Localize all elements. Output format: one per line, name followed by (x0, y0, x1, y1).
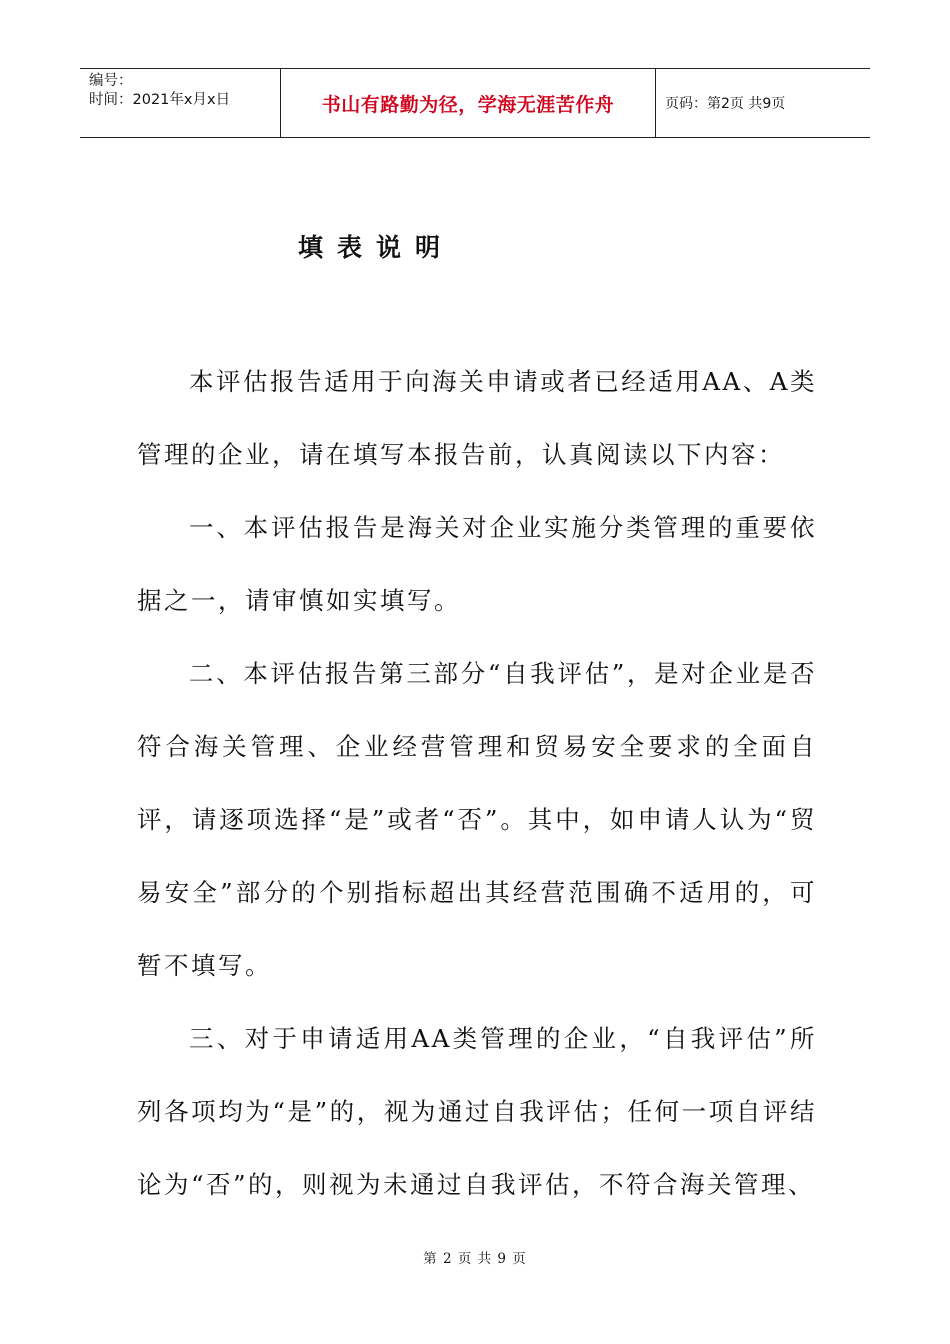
page-title: 填表说明 (298, 233, 455, 262)
document-number-label: 编号： (89, 73, 133, 89)
header-motto: 书山有路勤为径，学海无涯苦作舟 (281, 69, 656, 137)
header-meta (80, 69, 281, 137)
paragraph-item-2: 二、本评估报告第三部分“自我评估”，是对企业是否符合海关管理、企业经营管理和贸易安全要求的全面自评，请逐项选择“是”或者“否”。其中，如申请人认为“贸易安全”部分的个别指标超出其经营范围确不适用的，可暂不填写。 (137, 659, 817, 980)
paragraph-intro: 本评估报告适用于向海关申请或者已经适用AA、A类管理的企业，请在填写本报告前，认真阅读以下内容： (137, 367, 817, 469)
page-header (80, 68, 870, 138)
paragraph-item-1: 一、本评估报告是海关对企业实施分类管理的重要依据之一，请审慎如实填写。 (137, 513, 817, 615)
document-body (137, 345, 817, 1221)
document-date: 时间：2021年x月x日 (89, 92, 231, 108)
page-footer: 第 2 页 共 9 页 (423, 1251, 527, 1267)
header-page-info: 页码：第2页 共9页 (665, 96, 786, 112)
paragraph-item-3: 三、对于申请适用AA类管理的企业，“自我评估”所列各项均为“是”的，视为通过自我评估；任何一项自评结论为“否”的，则视为未通过自我评估，不符合海关管理、 (137, 1024, 817, 1199)
